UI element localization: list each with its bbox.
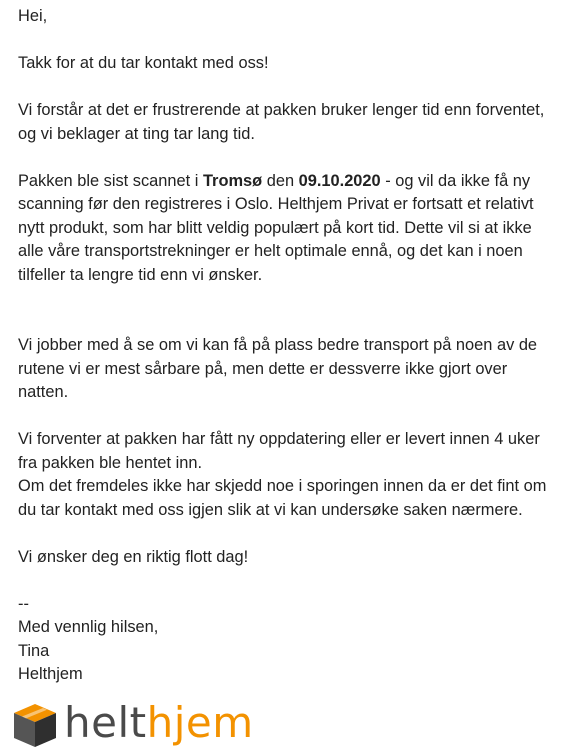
thanks-line: Takk for at du tar kontakt med oss!: [18, 54, 269, 72]
signature-company: Helthjem: [18, 665, 83, 683]
paragraph-apology: Vi forstår at det er frustrerende at pakken bruker lenger tid enn forventet, og vi beklager at ting tar lang tid.: [18, 101, 545, 143]
scan-text-2: den: [262, 171, 299, 190]
paragraph-transport: Vi jobber med å se om vi kan få på plass bedre transport på noen av de rutene vi er mest sårbare på, men dette er dessverre ikke gjort over natten.: [18, 336, 538, 401]
greeting: Hei,: [18, 7, 48, 25]
scan-location: Tromsø: [202, 171, 263, 190]
logo-wordmark: [64, 699, 254, 747]
signature-regards: Med vennlig hilsen,: [18, 618, 159, 636]
scan-date: 09.10.2020: [298, 171, 381, 190]
logo-word-hjem: hjem: [146, 698, 254, 747]
helthjem-logo: [10, 698, 270, 749]
box-icon: [10, 701, 60, 749]
email-body: [18, 5, 558, 687]
closing-wish: Vi ønsker deg en riktig flott dag!: [18, 547, 249, 566]
logo-word-helt: helt: [64, 698, 147, 747]
paragraph-contact-again: Om det fremdeles ikke har skjedd noe i sporingen innen da er det fint om du tar kontakt med oss igjen slik at vi kan undersøke saken nærmere.: [18, 477, 547, 519]
signature-name: Tina: [18, 641, 50, 660]
scan-text-1: Pakken ble sist scannet i: [18, 171, 203, 190]
paragraph-expectation: Vi forventer at pakken har fått ny oppdatering eller er levert innen 4 uker fra pakken ble hentet inn.: [18, 430, 540, 472]
paragraph-scan-info: [18, 170, 558, 288]
signature-separator: --: [18, 594, 29, 613]
scan-text-3: - og vil da ikke få ny scanning før den registreres i Oslo. Helthjem Privat er fortsatt et relativt nytt produkt, som har blitt veldig populært på kort tid. Dette vil si at ikke alle våre transportstrekninger er helt optimale ennå, og det kan i noen tilfeller ta lengre tid enn vi ønsker.: [18, 171, 534, 284]
